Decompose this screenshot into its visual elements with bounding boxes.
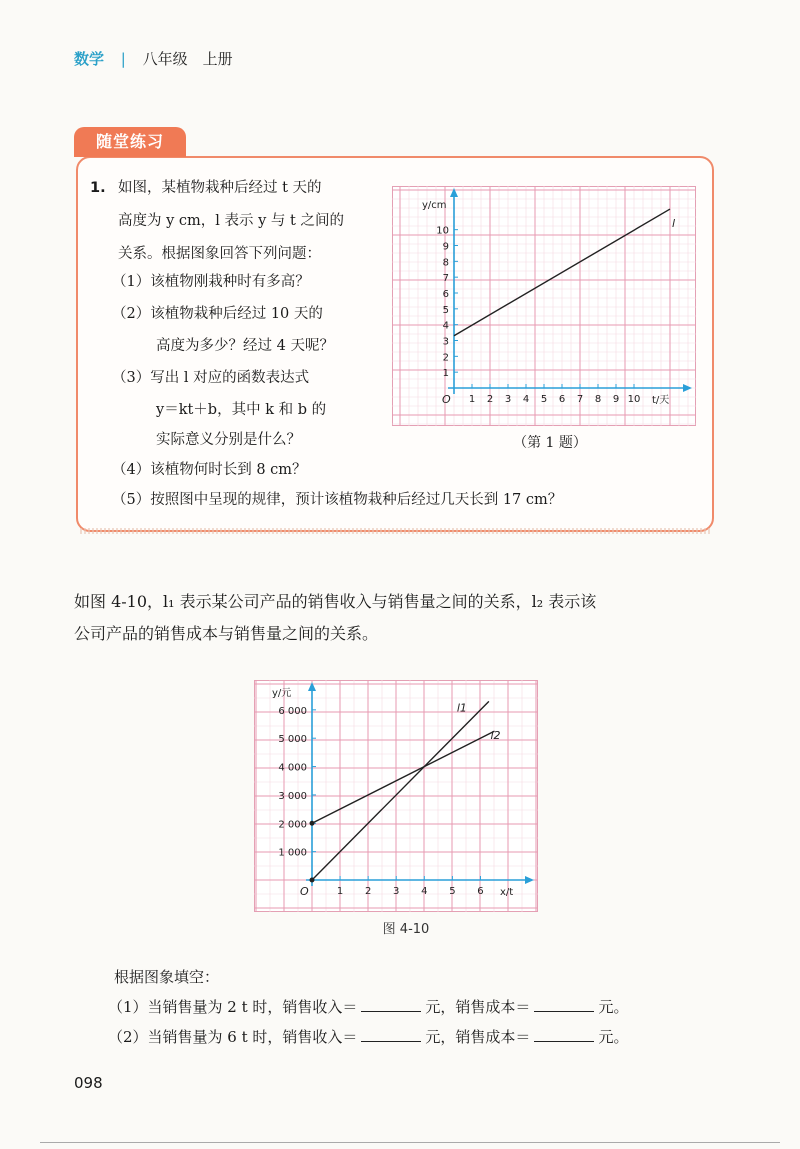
x-tick-label: 5 bbox=[449, 886, 456, 897]
y-axis-label: y/元 bbox=[272, 688, 292, 699]
y-tick-label: 9 bbox=[442, 241, 449, 253]
subquestion-4: （4）该植物何时长到 8 cm？ bbox=[112, 462, 307, 478]
q2-cost-blank[interactable] bbox=[534, 1027, 594, 1042]
chart1-caption: （第 1 题） bbox=[513, 435, 587, 451]
y-tick-label: 3 bbox=[442, 336, 449, 348]
x-tick-label: 1 bbox=[336, 886, 344, 897]
grade-label: 八年级 上册 bbox=[142, 50, 233, 68]
data-point bbox=[310, 878, 315, 883]
x-tick-label: 4 bbox=[421, 886, 428, 897]
page-number: 098 bbox=[74, 1074, 103, 1092]
x-axis-label: t/天 bbox=[652, 395, 670, 406]
y-tick-label: 2 bbox=[442, 352, 449, 364]
q1-cost-blank[interactable] bbox=[534, 997, 594, 1012]
sales-chart bbox=[254, 680, 538, 912]
x-tick-label: 3 bbox=[393, 886, 400, 897]
fill-question-2 bbox=[108, 1026, 628, 1047]
y-tick-label: 5 bbox=[442, 304, 449, 316]
series-label-l1: l1 bbox=[456, 701, 467, 715]
x-tick-label: 3 bbox=[504, 394, 512, 405]
y-tick-label: 6 bbox=[442, 289, 449, 300]
paragraph-line-2: 公司产品的销售成本与销售量之间的关系。 bbox=[74, 624, 379, 643]
q1-revenue-blank[interactable] bbox=[361, 997, 421, 1012]
origin-label: O bbox=[300, 885, 309, 898]
y-tick-label: 1 bbox=[442, 368, 449, 380]
question-line-2: 高度为 y cm，l 表示 y 与 t 之间的 bbox=[118, 213, 344, 229]
y-tick-label: 6 000 bbox=[278, 705, 307, 717]
x-tick-label: 7 bbox=[576, 394, 584, 405]
x-tick-label: 10 bbox=[627, 394, 641, 405]
fill-q1-part-c: 元。 bbox=[598, 998, 629, 1016]
question-number: 1. bbox=[90, 180, 106, 196]
figure-caption: 图 4-10 bbox=[382, 922, 430, 937]
paragraph-line-1: 如图 4-10，l₁ 表示某公司产品的销售收入与销售量之间的关系，l₂ 表示该 bbox=[74, 592, 597, 611]
x-tick-label: 4 bbox=[522, 394, 530, 405]
fill-q2-part-b: 元，销售成本＝ bbox=[425, 1028, 531, 1046]
y-tick-label: 3 000 bbox=[278, 790, 307, 802]
series-label-l2: l2 bbox=[490, 729, 501, 743]
y-tick-label: 4 bbox=[442, 320, 449, 332]
header-separator: | bbox=[120, 50, 126, 68]
subquestion-3-cont: y＝kt＋b，其中 k 和 b 的 bbox=[156, 402, 327, 418]
fill-q1-part-a: （1）当销售量为 2 t 时，销售收入＝ bbox=[108, 998, 358, 1016]
y-tick-label: 5 000 bbox=[278, 734, 307, 746]
practice-tab: 随堂练习 bbox=[74, 127, 186, 157]
subquestion-1: （1）该植物刚栽种时有多高？ bbox=[112, 274, 310, 290]
bottom-rule bbox=[40, 1142, 780, 1143]
subject-label: 数学 bbox=[74, 50, 105, 68]
x-tick-label: 9 bbox=[612, 394, 620, 405]
x-tick-label: 5 bbox=[540, 394, 548, 405]
data-point bbox=[310, 821, 315, 826]
question-line-1: 如图，某植物栽种后经过 t 天的 bbox=[118, 180, 322, 196]
x-tick-label: 8 bbox=[594, 394, 602, 405]
series-label-l: l bbox=[672, 217, 676, 231]
y-tick-label: 2 000 bbox=[278, 819, 307, 831]
subquestion-3: （3）写出 l 对应的函数表达式 bbox=[112, 370, 310, 386]
q2-revenue-blank[interactable] bbox=[361, 1027, 421, 1042]
subquestion-5: （5）按照图中呈现的规律，预计该植物栽种后经过几天长到 17 cm？ bbox=[112, 492, 563, 508]
origin-label: O bbox=[442, 393, 451, 406]
subquestion-3-cont2: 实际意义分别是什么？ bbox=[156, 432, 301, 448]
y-axis-label: y/cm bbox=[422, 200, 447, 211]
question-line-3: 关系。根据图象回答下列问题： bbox=[118, 246, 321, 262]
x-tick-label: 2 bbox=[486, 394, 494, 405]
fill-q1-part-b: 元，销售成本＝ bbox=[425, 998, 531, 1016]
x-axis-label: x/t bbox=[500, 887, 514, 898]
y-tick-label: 7 bbox=[442, 273, 449, 285]
y-tick-label: 10 bbox=[436, 225, 449, 237]
y-tick-label: 1 000 bbox=[278, 847, 307, 859]
x-tick-label: 6 bbox=[558, 394, 566, 405]
y-tick-label: 4 000 bbox=[278, 762, 307, 774]
subquestion-2: （2）该植物栽种后经过 10 天的 bbox=[112, 306, 323, 322]
fill-q2-part-a: （2）当销售量为 6 t 时，销售收入＝ bbox=[108, 1028, 358, 1046]
subquestion-2-cont: 高度为多少？经过 4 天呢？ bbox=[156, 338, 334, 354]
fill-intro: 根据图象填空： bbox=[114, 968, 220, 986]
practice-box-shadow bbox=[80, 528, 710, 534]
plant-height-chart bbox=[392, 186, 696, 426]
fill-q2-part-c: 元。 bbox=[598, 1028, 629, 1046]
x-tick-label: 6 bbox=[477, 886, 484, 897]
x-tick-label: 1 bbox=[468, 394, 476, 405]
page-header bbox=[74, 48, 233, 69]
x-tick-label: 2 bbox=[364, 886, 372, 897]
fill-question-1 bbox=[108, 996, 628, 1017]
y-tick-label: 8 bbox=[442, 257, 449, 269]
